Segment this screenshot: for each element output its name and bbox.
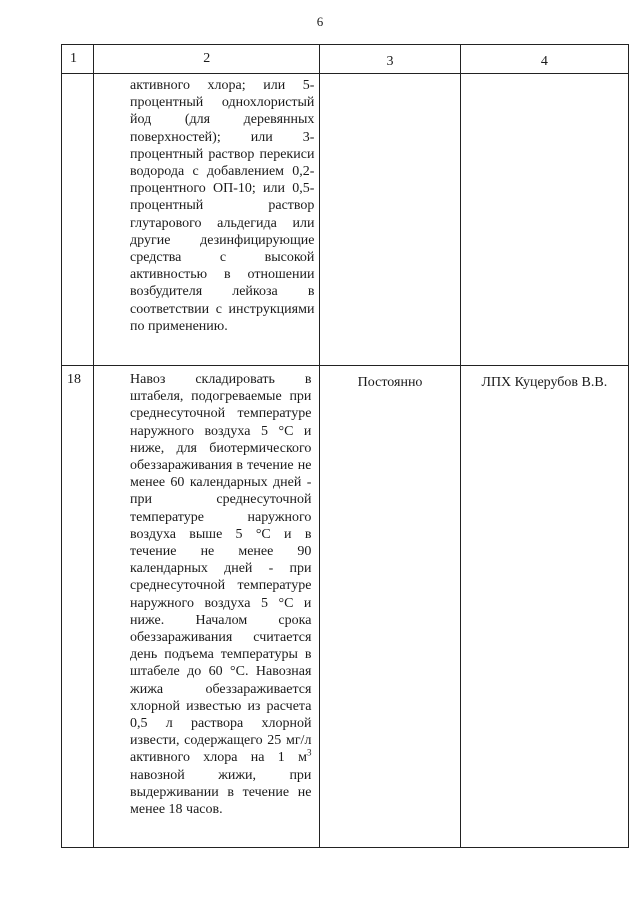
responsible-cell: ЛПХ Куцерубов В.В. — [460, 366, 628, 848]
table-header-row — [62, 45, 629, 74]
term-cell — [320, 74, 460, 366]
measure-cell — [94, 74, 320, 366]
page-number: 6 — [316, 14, 324, 29]
table-row — [62, 74, 629, 366]
measure-text-part1: Навоз складировать в штабеля, подогреваемые при среднесуточной температуре наружного воздуха 5 °С и ниже, для биотермического обеззараживания в течение не менее 60 календарных дней - при среднесуточной температуре наружного воздуха выше 5 °С и в течение не менее 90 календарных дней - при среднесуточной температуре наружного воздуха 5 °С и ниже. Началом срока обеззараживания считается день подъема температуры в штабеле до 60 °С. Навозная жижа обеззараживается хлорной известью из расчета 0,5 л раствора хлорной извести, содержащего 25 мг/л активного хлора на 1 м — [130, 372, 312, 766]
column-header-3: 3 — [320, 45, 460, 74]
responsible-cell — [460, 74, 628, 366]
table-row — [62, 366, 629, 848]
column-header-4: 4 — [460, 45, 628, 74]
row-number-cell: 18 — [62, 366, 94, 848]
measure-superscript: 3 — [306, 747, 312, 758]
measure-cell — [94, 366, 320, 848]
term-cell: Постоянно — [320, 366, 460, 848]
column-header-2: 2 — [94, 45, 320, 74]
row-number-cell — [62, 74, 94, 366]
measure-text: активного хлора; или 5-процентный однохлористый йод (для деревянных поверхностей); или 3-процентный раствор перекиси водорода с добавлением 0,2-процентного ОП-10; или 0,5-процентный раствор глутарового альдегида или другие дезинфицирующие средства с высокой активностью в отношении возбудителя лейкоза в соответствии с инструкциями по применению. — [130, 78, 315, 334]
measures-table — [61, 44, 629, 848]
column-header-1: 1 — [62, 45, 94, 74]
measure-text-part2: навозной жижи, при выдерживании в течение не менее 18 часов. — [130, 767, 312, 818]
measure-text — [94, 366, 319, 818]
